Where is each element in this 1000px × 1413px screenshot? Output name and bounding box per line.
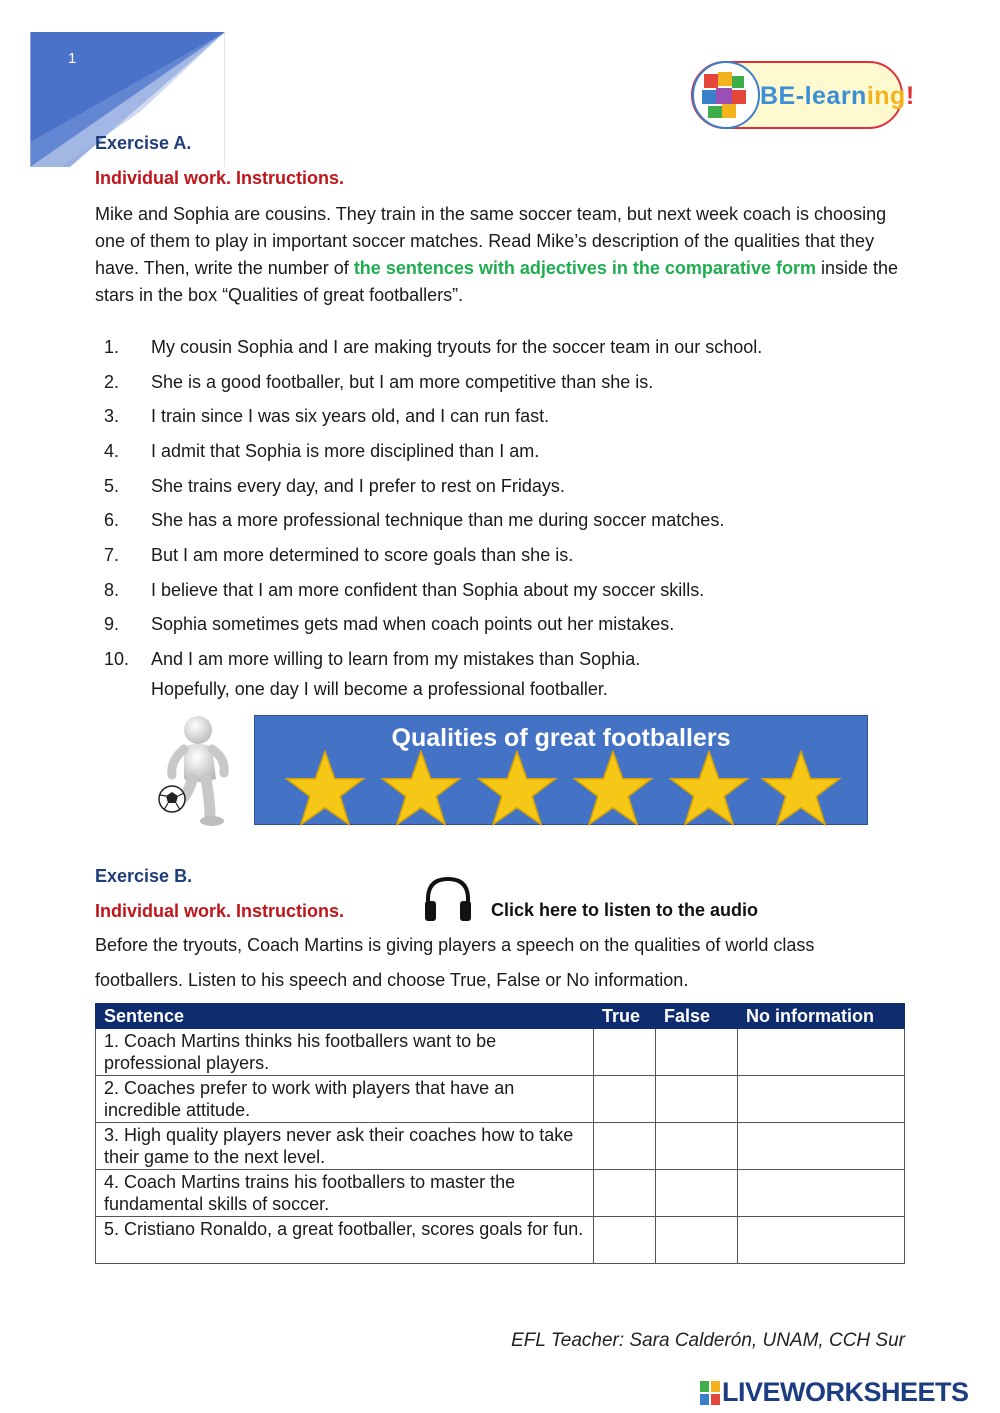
false-answer-cell[interactable]: [656, 1076, 738, 1123]
liveworksheets-logo-icon: [700, 1381, 720, 1405]
sentence-number: 2.: [104, 371, 120, 392]
false-answer-cell[interactable]: [656, 1029, 738, 1076]
sentence-item: [95, 469, 915, 504]
sentence-text: My cousin Sophia and I are making tryouts for the soccer team in our school.: [151, 336, 763, 357]
logo-text: BE-learning!: [760, 82, 915, 110]
no-information-answer-cell[interactable]: [738, 1170, 905, 1217]
sentence-item: [95, 503, 915, 538]
comparative-highlight: the sentences with adjectives in the comparative form: [353, 258, 816, 278]
sentence-item: [95, 573, 915, 608]
page-number: 1: [68, 50, 77, 67]
sentence-number: 5.: [104, 475, 120, 496]
qualities-box-title: Qualities of great footballers: [391, 724, 731, 752]
header-no-information: No information: [738, 1004, 905, 1029]
footballer-figure: [148, 713, 243, 828]
sentence-number: 4.: [104, 440, 120, 461]
sentence-text: She has a more professional technique than me during soccer matches.: [151, 510, 725, 531]
exercise-b-intro-line1: Before the tryouts, Coach Martins is giving players a speech on the qualities of world class: [95, 935, 815, 955]
exercise-a-paragraph: Mike and Sophia are cousins. They train in the same soccer team, but next week coach is choosing one of them to play in important soccer matches. Read Mike’s description of the qualities that they have. Then, write the number of the sentences with adjectives in the comparative form inside the stars in the box “Qualities of great footballers”.: [95, 204, 899, 305]
quality-star[interactable]: [569, 750, 657, 826]
table-header-row: [96, 1004, 905, 1029]
sentence-text: Sophia sometimes gets mad when coach points out her mistakes.: [151, 614, 675, 635]
false-answer-cell[interactable]: [656, 1170, 738, 1217]
header-sentence: Sentence: [96, 1004, 594, 1029]
quality-star[interactable]: [473, 750, 561, 826]
sentence-number: 3.: [104, 406, 120, 427]
sentence-text: But I am more determined to score goals than she is.: [151, 544, 574, 565]
table-row: [96, 1076, 905, 1123]
exercise-b-instructions: Individual work. Instructions.: [95, 901, 345, 921]
statement-cell: 4. Coach Martins trains his footballers to master the fundamental skills of soccer.: [96, 1170, 594, 1217]
table-row: [96, 1217, 905, 1264]
quality-star[interactable]: [377, 750, 465, 826]
exercise-b-intro-line2: footballers. Listen to his speech and choose True, False or No information.: [95, 970, 689, 990]
qualities-box: [254, 715, 868, 825]
quality-star[interactable]: [757, 750, 845, 826]
true-answer-cell[interactable]: [594, 1076, 656, 1123]
true-answer-cell[interactable]: [594, 1217, 656, 1264]
no-information-answer-cell[interactable]: [738, 1029, 905, 1076]
sentence-item: [95, 330, 915, 365]
statement-cell: 2. Coaches prefer to work with players that have an incredible attitude.: [96, 1076, 594, 1123]
true-false-table: [95, 1003, 905, 1264]
sentence-text: And I am more willing to learn from my mistakes than Sophia.: [151, 649, 641, 670]
exercise-a-title: Exercise A.: [95, 133, 192, 153]
true-answer-cell[interactable]: [594, 1170, 656, 1217]
sentence-item: [95, 399, 915, 434]
false-answer-cell[interactable]: [656, 1217, 738, 1264]
sentence-number: 7.: [104, 544, 120, 565]
listen-audio-link[interactable]: Click here to listen to the audio: [491, 900, 759, 920]
header-false: False: [656, 1004, 738, 1029]
sentence-text: I train since I was six years old, and I can run fast.: [151, 406, 550, 427]
sentence-item: [95, 642, 915, 677]
sentence-item: [95, 434, 915, 469]
teacher-credit: EFL Teacher: Sara Calderón, UNAM, CCH Sur: [511, 1330, 905, 1351]
false-answer-cell[interactable]: [656, 1123, 738, 1170]
statement-cell: 1. Coach Martins thinks his footballers want to be professional players.: [96, 1029, 594, 1076]
quality-star[interactable]: [281, 750, 369, 826]
sentence-item: [95, 608, 915, 643]
exercise-a-instructions: Individual work. Instructions.: [95, 168, 345, 188]
sentence-text: I believe that I am more confident than Sophia about my soccer skills.: [151, 579, 705, 600]
statement-cell: 5. Cristiano Ronaldo, a great footballer, scores goals for fun.: [96, 1217, 594, 1264]
sentence-text: I admit that Sophia is more disciplined than I am.: [151, 440, 540, 461]
quality-star[interactable]: [665, 750, 753, 826]
table-row: [96, 1170, 905, 1217]
statement-cell: 3. High quality players never ask their coaches how to take their game to the next level.: [96, 1123, 594, 1170]
sentence-item: [95, 365, 915, 400]
liveworksheets-brand: LIVEWORKSHEETS: [722, 1377, 969, 1407]
no-information-answer-cell[interactable]: [738, 1217, 905, 1264]
sentence-number: 9.: [104, 614, 120, 635]
sentence-number: 1.: [104, 336, 120, 357]
sentence-list: [95, 330, 915, 677]
sentence-number: 6.: [104, 510, 120, 531]
sentence-item: [95, 538, 915, 573]
exercise-b-title: Exercise B.: [95, 866, 193, 886]
table-row: [96, 1123, 905, 1170]
sentence-text: She trains every day, and I prefer to rest on Fridays.: [151, 475, 565, 496]
no-information-answer-cell[interactable]: [738, 1123, 905, 1170]
sentence-number: 10.: [104, 649, 130, 670]
closing-line: Hopefully, one day I will become a professional footballer.: [151, 679, 608, 699]
table-row: [96, 1029, 905, 1076]
header-true: True: [594, 1004, 656, 1029]
true-answer-cell[interactable]: [594, 1123, 656, 1170]
headphones-icon[interactable]: [422, 875, 474, 923]
sentence-number: 8.: [104, 579, 120, 600]
true-answer-cell[interactable]: [594, 1029, 656, 1076]
no-information-answer-cell[interactable]: [738, 1076, 905, 1123]
sentence-text: She is a good footballer, but I am more competitive than she is.: [151, 371, 654, 392]
